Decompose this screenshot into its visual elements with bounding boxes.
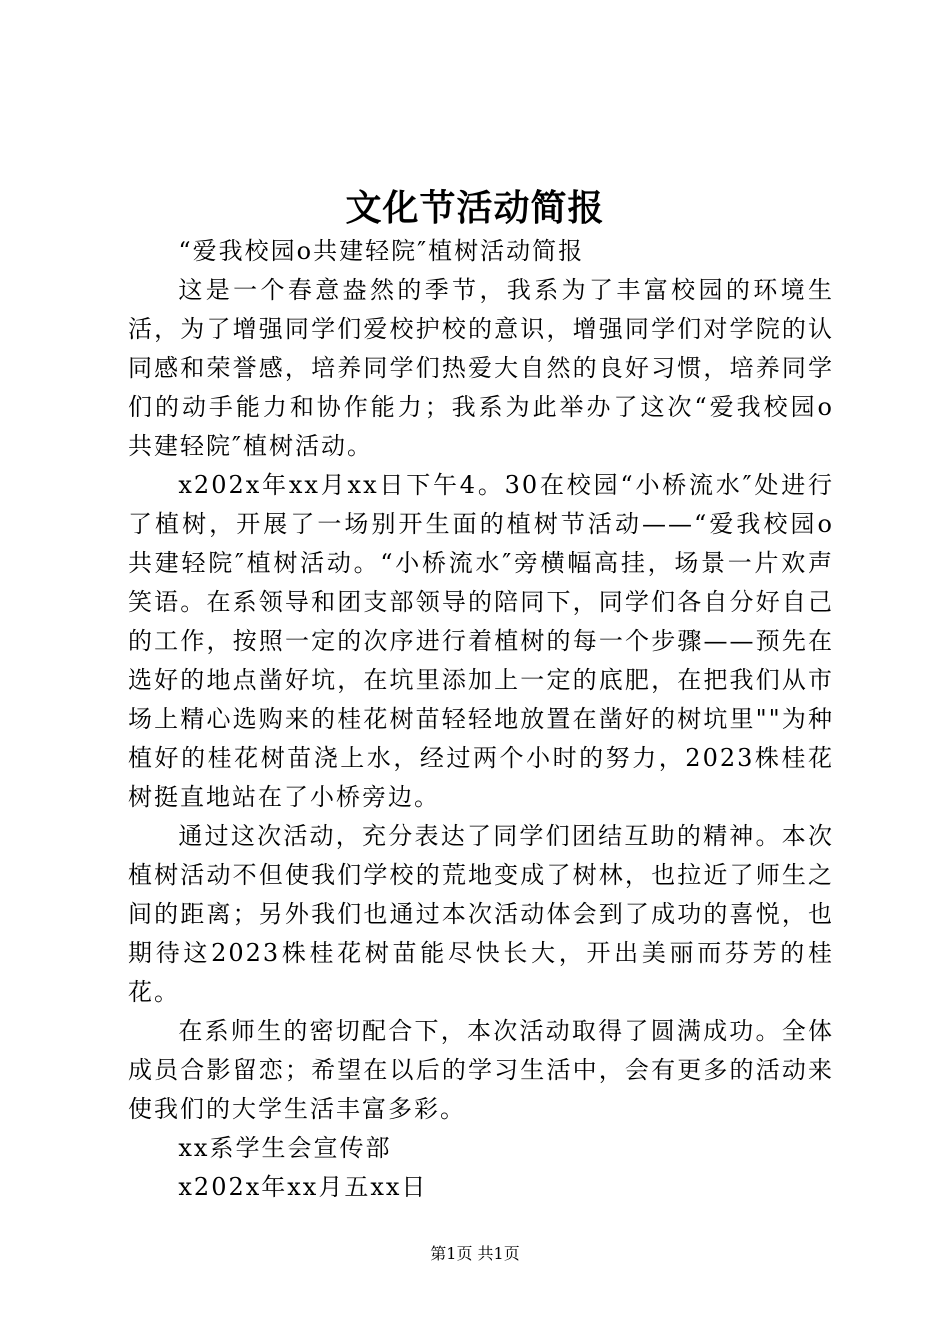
body-paragraph-intro: 这是一个春意盎然的季节，我系为了丰富校园的环境生活，为了增强同学们爱校护校的意识，增强同学们对学院的认同感和荣誉感，培养同学们热爱大自然的良好习惯，培养同学们的动手能力和协作能力；我系为此举办了这次“爱我校园o共建轻院″植树活动。: [128, 276, 834, 460]
signature-department: xx系学生会宣传部: [178, 1134, 392, 1162]
body-paragraph-significance: 通过这次活动，充分表达了同学们团结互助的精神。本次植树活动不但使我们学校的荒地变成了树林，也拉近了师生之间的距离；另外我们也通过本次活动体会到了成功的喜悦，也期待这2023株桂花树苗能尽快长大，开出美丽而芬芳的桂花。: [128, 822, 834, 1006]
document-title: 文化节活动简报: [345, 187, 605, 229]
page-footer: 第1页 共1页: [430, 1244, 520, 1263]
body-paragraph-activity: x202x年xx月xx日下午4。30在校园“小桥流水″处进行了植树，开展了一场别开生面的植树节活动——“爱我校园o共建轻院″植树活动。“小桥流水″旁横幅高挂，场景一片欢声笑语。在系领导和团支部领导的陪同下，同学们各自分好自己的工作，按照一定的次序进行着植树的每一个步骤——预先在选好的地点凿好坑，在坑里添加上一定的底肥，在把我们从市场上精心选购来的桂花树苗轻轻地放置在凿好的树坑里""为种植好的桂花树苗浇上水，经过两个小时的努力，2023株桂花树挺直地站在了小桥旁边。: [128, 471, 834, 811]
body-paragraph-conclusion: 在系师生的密切配合下，本次活动取得了圆满成功。全体成员合影留恋；希望在以后的学习生活中，会有更多的活动来使我们的大学生活丰富多彩。: [128, 1017, 834, 1123]
document-body: [128, 232, 834, 1207]
subtitle-paragraph: “爱我校园o共建轻院″植树活动简报: [178, 237, 585, 265]
signature-date: x202x年xx月五xx日: [178, 1173, 428, 1201]
